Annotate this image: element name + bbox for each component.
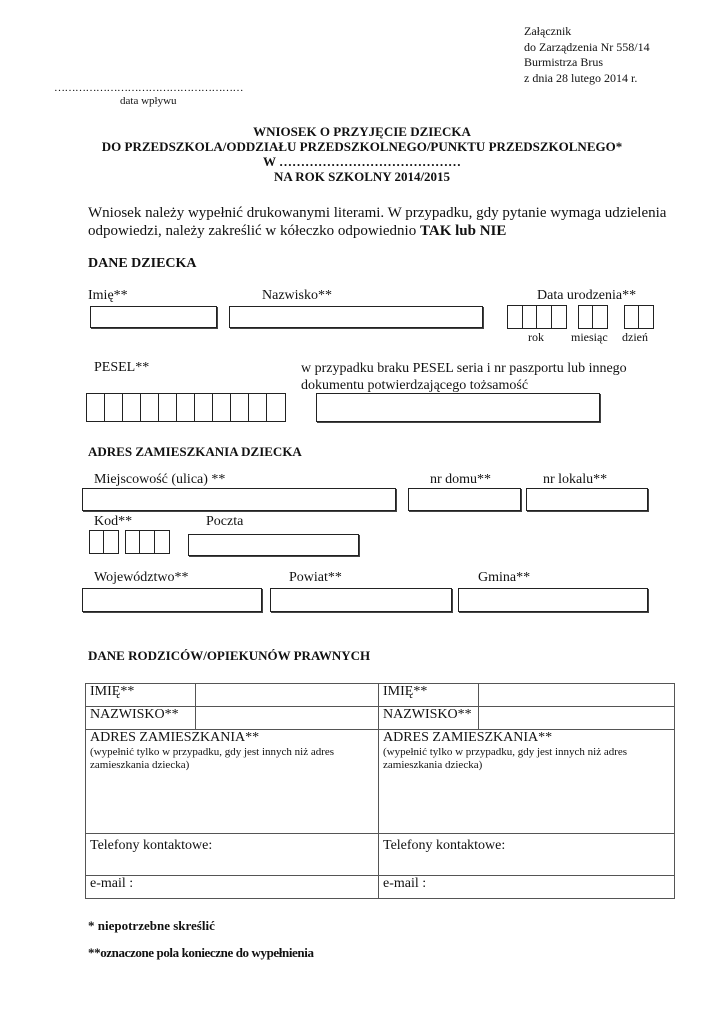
- dob-month-label: miesiąc: [571, 330, 608, 344]
- attachment-line: do Zarządzenia Nr 558/14: [524, 39, 650, 54]
- parent1-phone-label: Telefony kontaktowe:: [90, 838, 213, 853]
- flat-number-input[interactable]: [526, 488, 648, 511]
- child-first-name-input[interactable]: [90, 306, 217, 328]
- dob-day-cells[interactable]: [624, 305, 654, 329]
- receipt-date-label: data wpływu: [120, 95, 177, 107]
- voivodeship-label: Województwo**: [94, 570, 189, 585]
- attachment-note: [524, 24, 650, 86]
- parents-first-name-row: [86, 684, 675, 707]
- parent2-address-note: (wypełnić tylko w przypadku, gdy jest innych niż adres zamieszkania dziecka): [383, 746, 628, 771]
- dob-year-cells[interactable]: [507, 305, 567, 329]
- county-label: Powiat**: [289, 570, 342, 585]
- title-line-2: DO PRZEDSZKOLA/ODDZIAŁU PRZEDSZKOLNEGO/PUNKTU PRZEDSZKOLNEGO*: [101, 139, 623, 154]
- parent2-first-name-input[interactable]: [479, 684, 675, 707]
- dob-day-label: dzień: [622, 330, 648, 344]
- pesel-label: PESEL**: [94, 360, 150, 375]
- parents-last-name-row: [86, 707, 675, 730]
- intro-text: [88, 204, 668, 240]
- post-office-input[interactable]: [188, 534, 359, 556]
- dob-month-cells[interactable]: [578, 305, 608, 329]
- county-input[interactable]: [270, 588, 452, 612]
- intro-bold: TAK lub NIE: [419, 223, 507, 239]
- address-section-heading: ADRES ZAMIESZKANIA DZIECKA: [88, 444, 302, 459]
- footnote-strike: * niepotrzebne skreślić: [88, 918, 215, 933]
- attachment-line: Załącznik: [524, 24, 572, 38]
- parent1-email-cell[interactable]: [86, 876, 379, 899]
- parent1-email-label: e-mail :: [90, 876, 134, 891]
- intro-body: Wniosek należy wypełnić drukowanymi literami. W przypadku, gdy pytanie wymaga udzielenia odpowiedzi, należy zakreślić w kółeczko odpowiednio: [88, 205, 667, 239]
- parent1-last-name-label: NAZWISKO**: [86, 707, 196, 730]
- pesel-alt-label: w przypadku braku PESEL seria i nr paszportu lub innego dokumentu potwierdzającego tożsamość: [301, 361, 627, 393]
- passport-input[interactable]: [316, 393, 600, 422]
- parent1-address-note: (wypełnić tylko w przypadku, gdy jest innych niż adres zamieszkania dziecka): [90, 746, 335, 771]
- footnote-required: **oznaczone pola konieczne do wypełnienia: [88, 945, 314, 960]
- title-line-1: WNIOSEK O PRZYJĘCIE DZIECKA: [253, 124, 471, 139]
- parents-section-heading: DANE RODZICÓW/OPIEKUNÓW PRAWNYCH: [88, 648, 371, 663]
- parent1-first-name-input[interactable]: [196, 684, 379, 707]
- postcode-cells-1[interactable]: [89, 530, 119, 554]
- attachment-line: z dnia 28 lutego 2014 r.: [524, 70, 638, 85]
- title-line-3: W ……………………………………: [262, 154, 461, 169]
- parent1-last-name-input[interactable]: [196, 707, 379, 730]
- parent2-address-cell[interactable]: [379, 730, 675, 834]
- house-number-label: nr domu**: [430, 472, 492, 487]
- city-input[interactable]: [82, 488, 396, 511]
- parent1-phone-cell[interactable]: [86, 834, 379, 876]
- parent2-email-label: e-mail :: [383, 876, 427, 891]
- voivodeship-input[interactable]: [82, 588, 262, 612]
- flat-number-label: nr lokalu**: [543, 472, 608, 487]
- child-section-heading: DANE DZIECKA: [88, 256, 197, 271]
- parent2-first-name-label: IMIĘ**: [379, 684, 479, 707]
- attachment-line: Burmistrza Brus: [524, 55, 603, 69]
- pesel-cells[interactable]: [86, 393, 286, 422]
- parents-email-row: [86, 876, 675, 899]
- parent1-address-label: ADRES ZAMIESZKANIA**: [90, 730, 260, 745]
- parent2-address-label: ADRES ZAMIESZKANIA**: [383, 730, 553, 745]
- parents-address-row: [86, 730, 675, 834]
- parents-table: [85, 683, 675, 899]
- title-line-4: NA ROK SZKOLNY 2014/2015: [273, 169, 451, 184]
- postcode-cells-2[interactable]: [125, 530, 170, 554]
- parent2-last-name-input[interactable]: [479, 707, 675, 730]
- child-first-name-label: Imię**: [88, 288, 128, 303]
- parent2-phone-cell[interactable]: [379, 834, 675, 876]
- parent2-phone-label: Telefony kontaktowe:: [383, 838, 506, 853]
- child-last-name-input[interactable]: [229, 306, 483, 328]
- commune-label: Gmina**: [478, 570, 531, 585]
- child-dob-label: Data urodzenia**: [537, 288, 637, 303]
- parents-phone-row: [86, 834, 675, 876]
- dob-year-label: rok: [528, 330, 544, 344]
- form-title: [0, 124, 724, 184]
- postcode-label: Kod**: [94, 514, 133, 529]
- parent2-email-cell[interactable]: [379, 876, 675, 899]
- parent1-address-cell[interactable]: [86, 730, 379, 834]
- parent2-last-name-label: NAZWISKO**: [379, 707, 479, 730]
- parent1-first-name-label: IMIĘ**: [86, 684, 196, 707]
- house-number-input[interactable]: [408, 488, 521, 511]
- post-office-label: Poczta: [206, 514, 244, 529]
- child-last-name-label: Nazwisko**: [262, 288, 332, 303]
- receipt-date-dots: ………………………………………………: [54, 82, 243, 94]
- commune-input[interactable]: [458, 588, 648, 612]
- city-label: Miejscowość (ulica) **: [94, 472, 226, 487]
